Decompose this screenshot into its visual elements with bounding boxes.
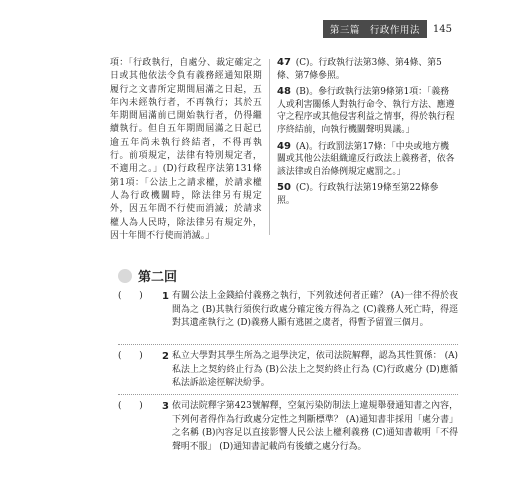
answer-text: (B)。參行政執行法第9條第1項：「義務人或利害關係人對執行命令、執行方法、應遵守之程序或其他侵害利益之情事，得於執行程序終結前，向執行機關聲明異議。」 (277, 87, 455, 135)
answer-number: 47 (277, 57, 291, 68)
question-separator (118, 344, 458, 345)
circle-bullet-icon (118, 269, 132, 283)
answer-number: 50 (277, 182, 291, 194)
question-text: 私立大學對其學生所為之退學決定，依司法院解釋，認為其性質係： (A)私法上之契約終止行為 (B)公法上之契約終止行為 (C)行政處分 (D)應循私法訴訟途徑解決紛爭。 (172, 351, 458, 389)
question-number: 2 (162, 351, 169, 362)
answer-text: (A)。行政罰法第17條：「中央或地方機關或其他公法組織違反行政法上義務者，依各該法律或自治條例規定處罰之。」 (277, 141, 455, 177)
section-heading (118, 266, 177, 285)
question-2 (118, 350, 458, 391)
right-column (277, 57, 455, 212)
column-divider (269, 59, 270, 235)
question-number: 1 (162, 291, 169, 302)
question-text: 依司法院釋字第423號解釋，空氣污染防制法上違規舉發通知書之內容，下列何者得作為行政處分定性之判斷標準？ (A)通知書非採用「處分書」之名稱 (B)內容足以直接影響人民公法上權利義務 (C)通知書載明「不得聲明不服」 (D)通知書記載尚有後續之處分行為。 (172, 401, 458, 452)
answer-blank: ( ) (118, 351, 143, 361)
answer-blank: ( ) (118, 291, 143, 301)
section-label: 第三篇 行政作用法 (323, 20, 427, 38)
page-number: 145 (432, 23, 452, 35)
question-text: 有關公法上金錢給付義務之執行，下列敘述何者正確？ (A)一律不得於夜間為之 (B)其執行須俟行政處分確定後方得為之 (C)義務人死亡時，得逕對其遺產執行之 (D)義務人顯有逃匿之虞者，得暫予留置三個月。 (172, 291, 458, 329)
answer-number: 49 (277, 140, 291, 152)
answer-blank: ( ) (118, 401, 143, 411)
answer-number: 48 (277, 86, 291, 98)
question-separator (118, 394, 458, 395)
answer-text: (C)。行政執行法第19條至第22條參照。 (277, 183, 439, 206)
question-number: 3 (162, 401, 169, 412)
answer-48 (277, 86, 455, 136)
left-column (110, 57, 262, 243)
section-title: 第二回 (138, 270, 178, 285)
answer-text: (C)。行政執行法第3條、第4條、第5條、第7條參照。 (277, 58, 442, 81)
page-header (323, 20, 452, 38)
question-3 (118, 400, 458, 454)
left-column-text: 項：「行政執行，自處分、裁定確定之日或其他依法令負有義務經通知限期履行之文書所定期間屆滿之日起，五年內未經執行者，不再執行；其於五年期間屆滿前已開始執行者，仍得繼續執行。但自五年期間屆滿之日起已逾五年尚未執行終結者，不得再執行。前項規定，法律有特別規定者，不適用之。」(D)行政程序法第131條第1項：「公法上之請求權，於請求權人為行政機關時，除法律另有規定外，因五年間不行使而消滅；於請求權人為人民時，除法律另有規定外，因十年間不行使而消滅。」 (110, 58, 262, 241)
answer-50 (277, 182, 455, 207)
question-1 (118, 290, 458, 331)
answer-49 (277, 141, 455, 179)
answer-explanations (110, 57, 455, 257)
answer-47 (277, 57, 455, 82)
